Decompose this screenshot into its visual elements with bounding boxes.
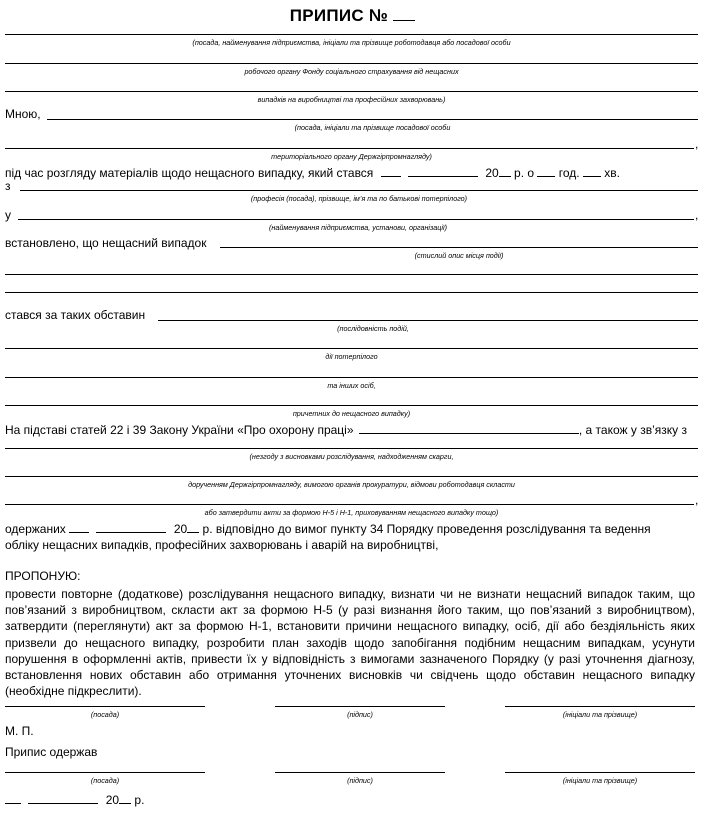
final-year-field[interactable] (119, 792, 131, 804)
final-year-prefix: 20 (105, 793, 120, 807)
comma-2: , (695, 208, 699, 222)
place-line-3[interactable] (5, 292, 698, 293)
caption-signature-1: (підпис) (347, 710, 373, 719)
label-minute: хв. (604, 166, 621, 180)
received-by-label: Припис одержав (5, 745, 98, 759)
instruction-line[interactable] (5, 476, 698, 477)
caption-initials-1: (ініціали та прізвище) (562, 710, 638, 719)
caption-victim-actions: дії потерпілого (325, 352, 378, 361)
stamp-label: М. П. (5, 724, 34, 738)
label-to-me: Мною, (5, 107, 41, 121)
label-hour: год. (558, 166, 580, 180)
received-line-1 (5, 521, 651, 536)
caption-accidents: випадків на виробництві та професійних захворювань) (257, 95, 446, 104)
received-year-prefix: 20 (173, 522, 188, 536)
caption-causes: причетних до нещасного випадку) (292, 409, 411, 418)
caption-fund: робочого органу Фонду соціального страхування від нещасних (244, 67, 459, 76)
received-year-field[interactable] (187, 521, 199, 533)
official-line[interactable] (47, 119, 698, 120)
accidents-line[interactable] (5, 91, 698, 92)
disagreement-line[interactable] (5, 448, 698, 449)
label-basis: На підставі статей 22 і 39 Закону України «Про охорону праці» (5, 423, 354, 437)
review-line (5, 165, 620, 180)
position-line-1[interactable] (5, 706, 205, 707)
month-field[interactable] (408, 165, 478, 177)
label-received: одержаних (5, 522, 66, 536)
basis-line (5, 422, 687, 437)
basis-field[interactable] (359, 422, 579, 434)
fund-line[interactable] (5, 63, 698, 64)
caption-territorial: територіального органу Держгірпромнагляду) (271, 152, 432, 161)
caption-victim: (професія (посада), прізвище, ім’я та по батькові потерпілого) (250, 194, 468, 203)
final-date (5, 792, 144, 807)
circumstances-line[interactable] (158, 320, 698, 321)
caption-approve: або затвердити акти за формою Н-5 і Н-1, приховуванням нещасного випадку тощо) (204, 508, 499, 517)
place-line[interactable] (220, 247, 698, 248)
caption-instruction: дорученням Держгірпромнагляду, вимогою органів прокуратури, відмови роботодавця скласти (188, 480, 515, 489)
received-line-2: обліку нещасних випадків, професійних захворювань і аварій на виробництві, (5, 538, 439, 552)
received-month-field[interactable] (96, 521, 166, 533)
place-line-2[interactable] (5, 274, 698, 275)
caption-initials-2: (ініціали та прізвище) (562, 776, 638, 785)
caption-position-1: (посада) (90, 710, 120, 719)
caption-official: (посада, ініціали та прізвище посадової особи (294, 123, 451, 132)
final-day-field[interactable] (5, 792, 21, 804)
causes-line[interactable] (5, 405, 698, 406)
year-prefix: 20 (485, 166, 499, 180)
label-during-review: під час розгляду матеріалів щодо нещасного випадку, який стався (5, 166, 374, 180)
signature-line-2[interactable] (275, 772, 445, 773)
received-day-field[interactable] (69, 521, 89, 533)
employer-line[interactable] (5, 34, 698, 35)
final-month-field[interactable] (28, 792, 98, 804)
caption-signature-2: (підпис) (347, 776, 373, 785)
year-field[interactable] (499, 165, 511, 177)
proposal-text: провести повторне (додаткове) розслідування нещасного випадку, визнати чи не визнати нещасний випадок таким, що пов’язаний з виробництвом, скласти акт за формою Н-5 (у разі визнання його таким, що пов’язаний з виробництвом), затвердити (переглянути) акт за формою Н-1, встановити причини нещасного випадку, осіб, дії або бездіяльність яких призвели до нещасного випадку, розробити план заходів щодо запобігання подібним нещасним випадкам, усунути порушення в оформленні актів, привести їх у відповідність з вимогами зазначеного Порядку (у разі уточнення діагнозу, встановлення нових обставин або отримання уточнених висновків чи свідчень щодо обставин нещасного випадку (необхідне підкреслити). (5, 587, 695, 699)
minute-field[interactable] (583, 165, 601, 177)
initials-line-2[interactable] (505, 772, 695, 773)
victim-line[interactable] (20, 190, 698, 191)
title-text: ПРИПИС № (289, 6, 389, 25)
approve-line[interactable] (5, 504, 694, 505)
page-title (0, 6, 705, 26)
caption-place: (стислий опис місця події) (414, 251, 504, 260)
caption-position-2: (посада) (90, 776, 120, 785)
signature-line-1[interactable] (275, 706, 445, 707)
order-number-field[interactable] (393, 9, 415, 21)
caption-others: та інших осіб, (327, 381, 376, 390)
position-line-2[interactable] (5, 772, 205, 773)
label-at: у (5, 208, 11, 222)
label-propose: ПРОПОНУЮ: (5, 569, 81, 583)
caption-employer: (посада, найменування підприємства, ініціали та прізвище роботодавця або посадової особи (192, 38, 511, 47)
label-received-rest: р. відповідно до вимог пункту 34 Порядку проведення розслідування та ведення (202, 522, 651, 536)
label-basis-end: , а також у зв’язку з (578, 423, 687, 437)
label-year-at: р. о (514, 166, 535, 180)
comma-1: , (695, 137, 699, 151)
day-field[interactable] (381, 165, 401, 177)
enterprise-line[interactable] (18, 219, 694, 220)
comma-3: , (695, 493, 699, 507)
initials-line-1[interactable] (505, 706, 695, 707)
caption-sequence: (послідовність подій, (337, 324, 409, 333)
label-circumstances: стався за таких обставин (5, 308, 146, 322)
caption-enterprise: (найменування підприємства, установи, організації) (269, 223, 447, 232)
label-established: встановлено, що нещасний випадок (5, 236, 207, 250)
final-year-suffix: р. (134, 793, 145, 807)
hour-field[interactable] (537, 165, 555, 177)
territorial-line[interactable] (5, 148, 694, 149)
victim-actions-line[interactable] (5, 348, 698, 349)
caption-disagreement: (незгоду з висновками розслідування, надходженням скарги, (249, 452, 454, 461)
label-with: з (5, 179, 11, 193)
others-line[interactable] (5, 377, 698, 378)
